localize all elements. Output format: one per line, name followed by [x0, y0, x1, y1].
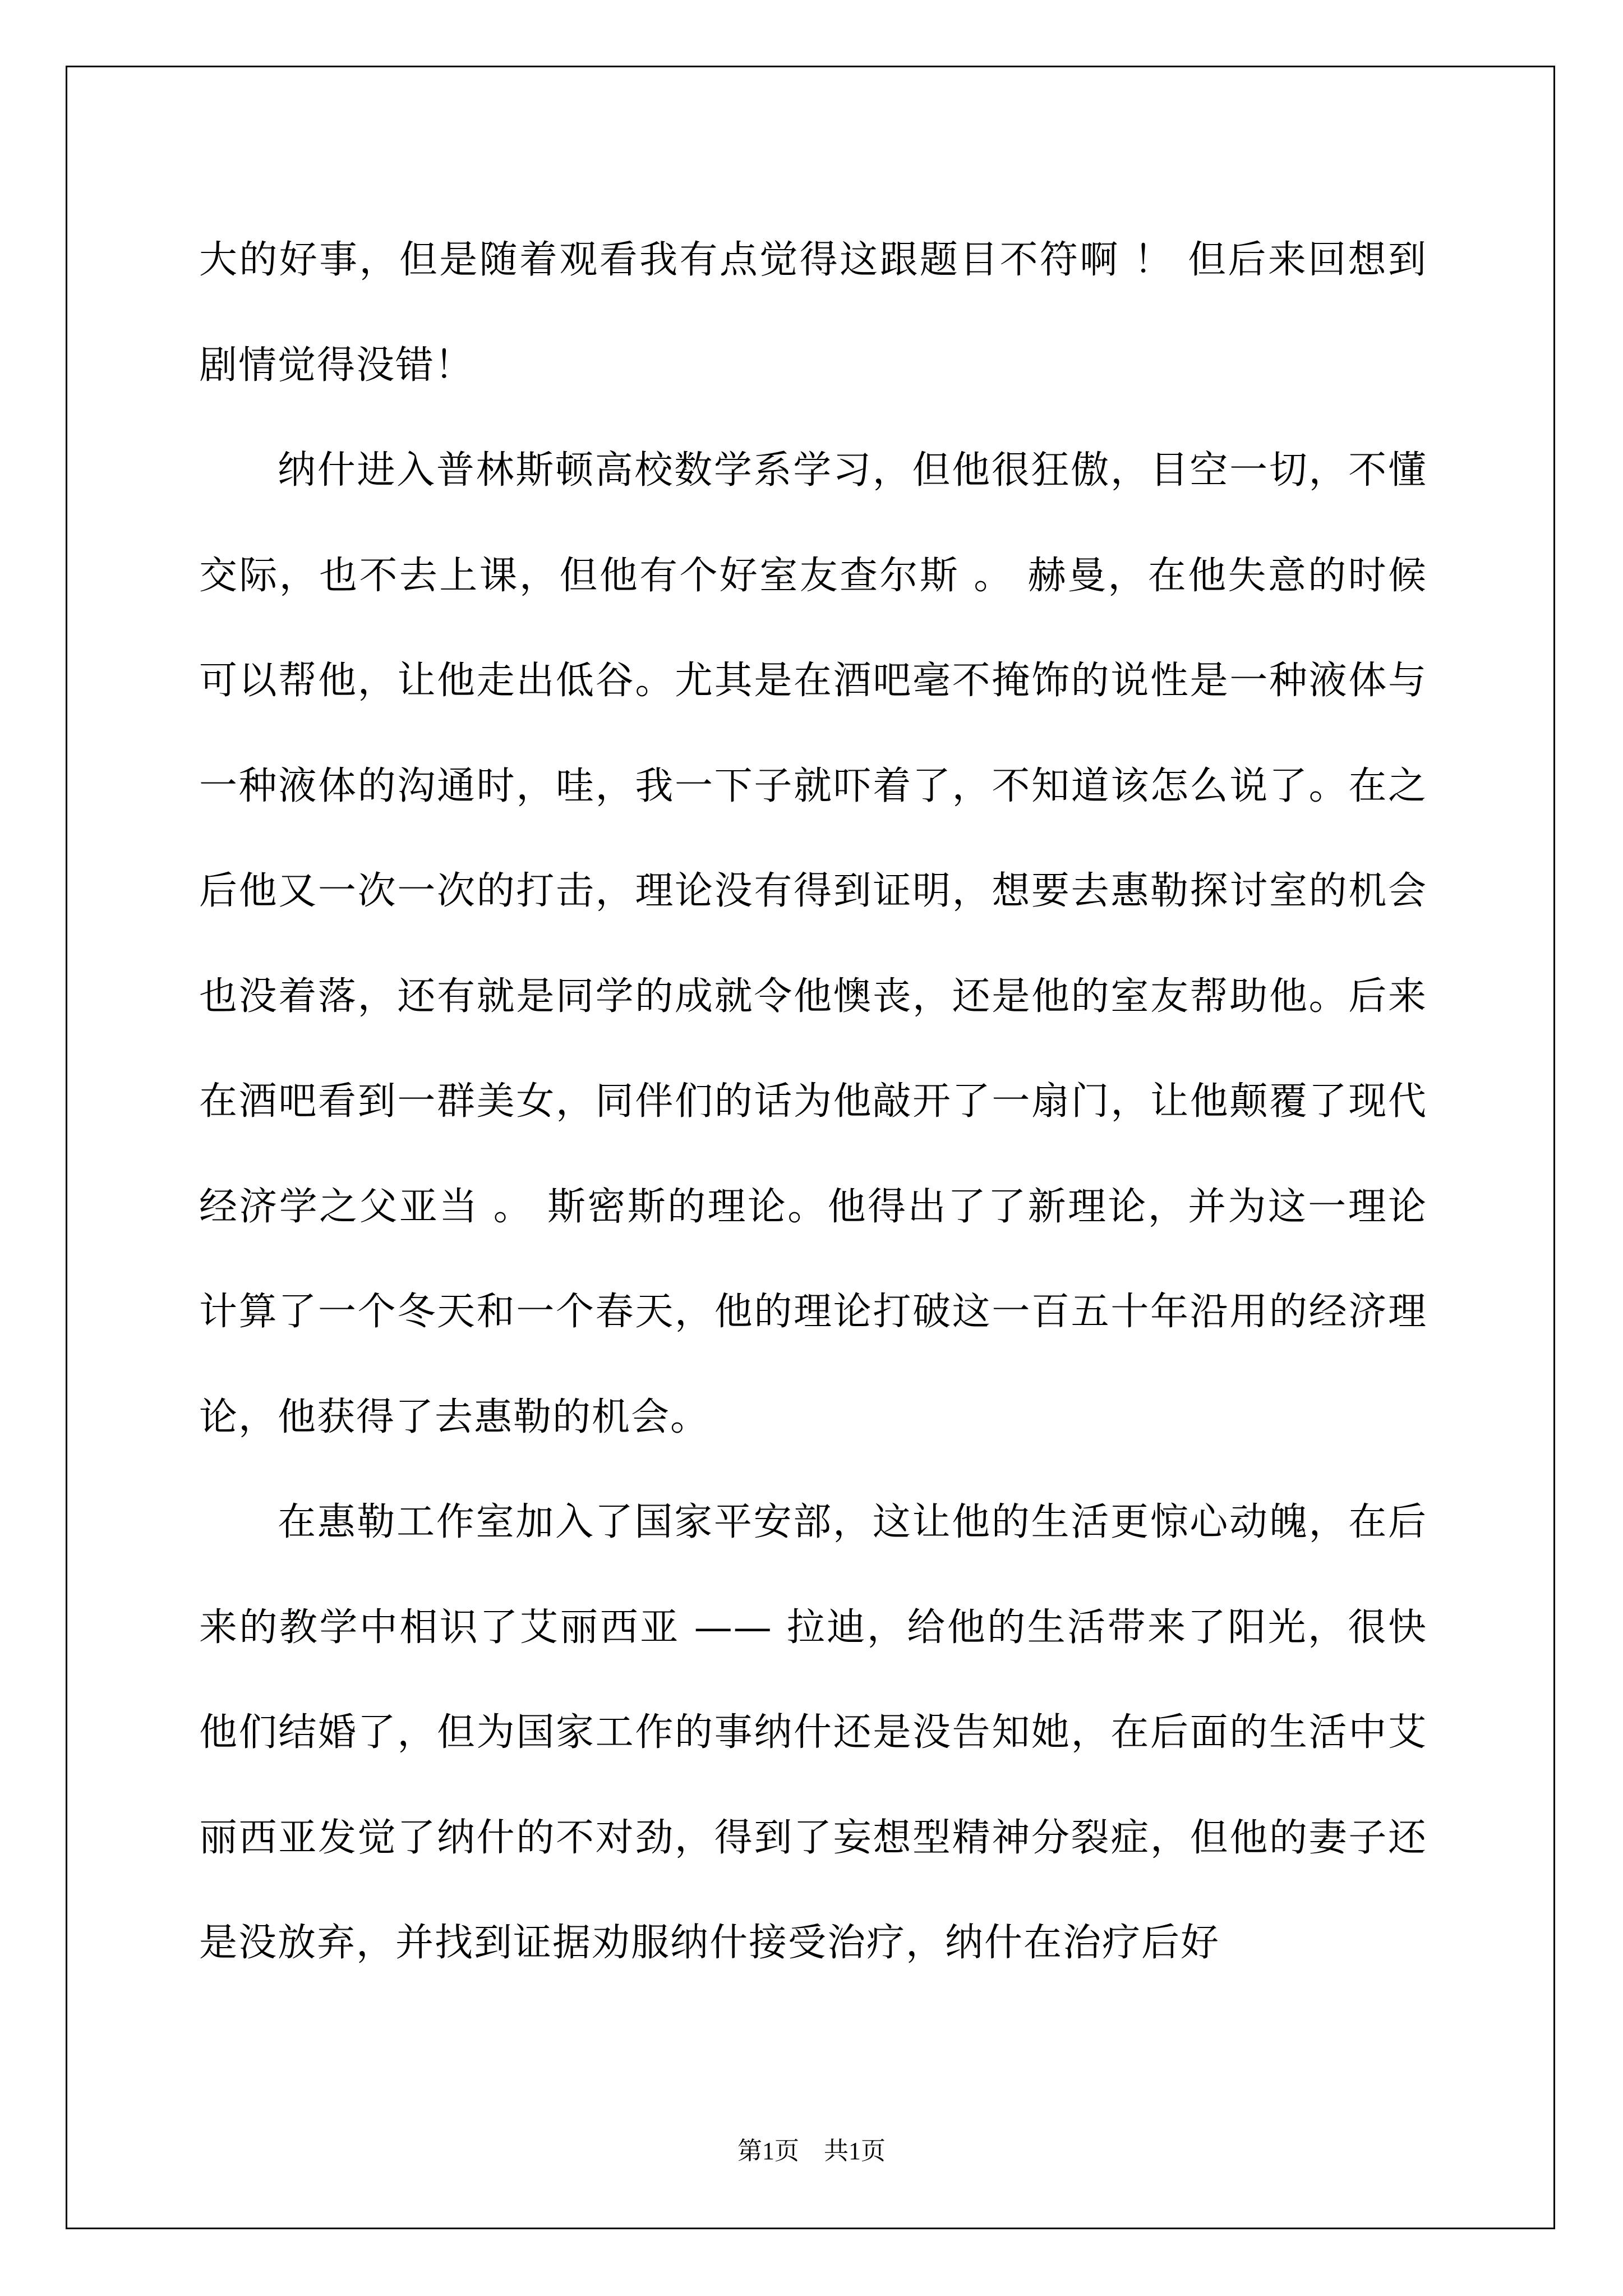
page-footer — [0, 2134, 1623, 2168]
page-number: 第1页 共1页 — [737, 2137, 886, 2165]
paragraph-3: 在惠勒工作室加入了国家平安部，这让他的生活更惊心动魄，在后来的教学中相识了艾丽西亚 —— 拉迪，给他的生活带来了阳光，很快他们结婚了，但为国家工作的事纳什还是没告知她，在后面的生活中艾丽西亚发觉了纳什的不对劲，得到了妄想型精神分裂症，但他的妻子还是没放弃，并找到证据劝服纳什接受治疗，纳什在治疗后好 — [199, 1500, 1427, 1965]
paragraph-1: 大的好事，但是随着观看我有点觉得这跟题目不符啊 ！ 但后来回想到剧情觉得没错！ — [199, 238, 1427, 388]
paragraph-2: 纳什进入普林斯顿高校数学系学习，但他很狂傲，目空一切，不懂交际，也不去上课，但他有个好室友查尔斯 。 赫曼，在他失意的时候可以帮他，让他走出低谷。尤其是在酒吧毫不掩饰的说性是一种液体与一种液体的沟通时，哇，我一下子就吓着了，不知道该怎么说了。在之后他又一次一次的打击，理论没有得到证明，想要去惠勒探讨室的机会也没着落，还有就是同学的成就令他懊丧，还是他的室友帮助他。后来在酒吧看到一群美女，同伴们的话为他敲开了一扇门，让他颠覆了现代经济学之父亚当 。 斯密斯的理论。他得出了了新理论，并为这一理论计算了一个冬天和一个春天，他的理论打破这一百五十年沿用的经济理论，他获得了去惠勒的机会。 — [199, 448, 1427, 1439]
document-body — [199, 208, 1427, 1996]
